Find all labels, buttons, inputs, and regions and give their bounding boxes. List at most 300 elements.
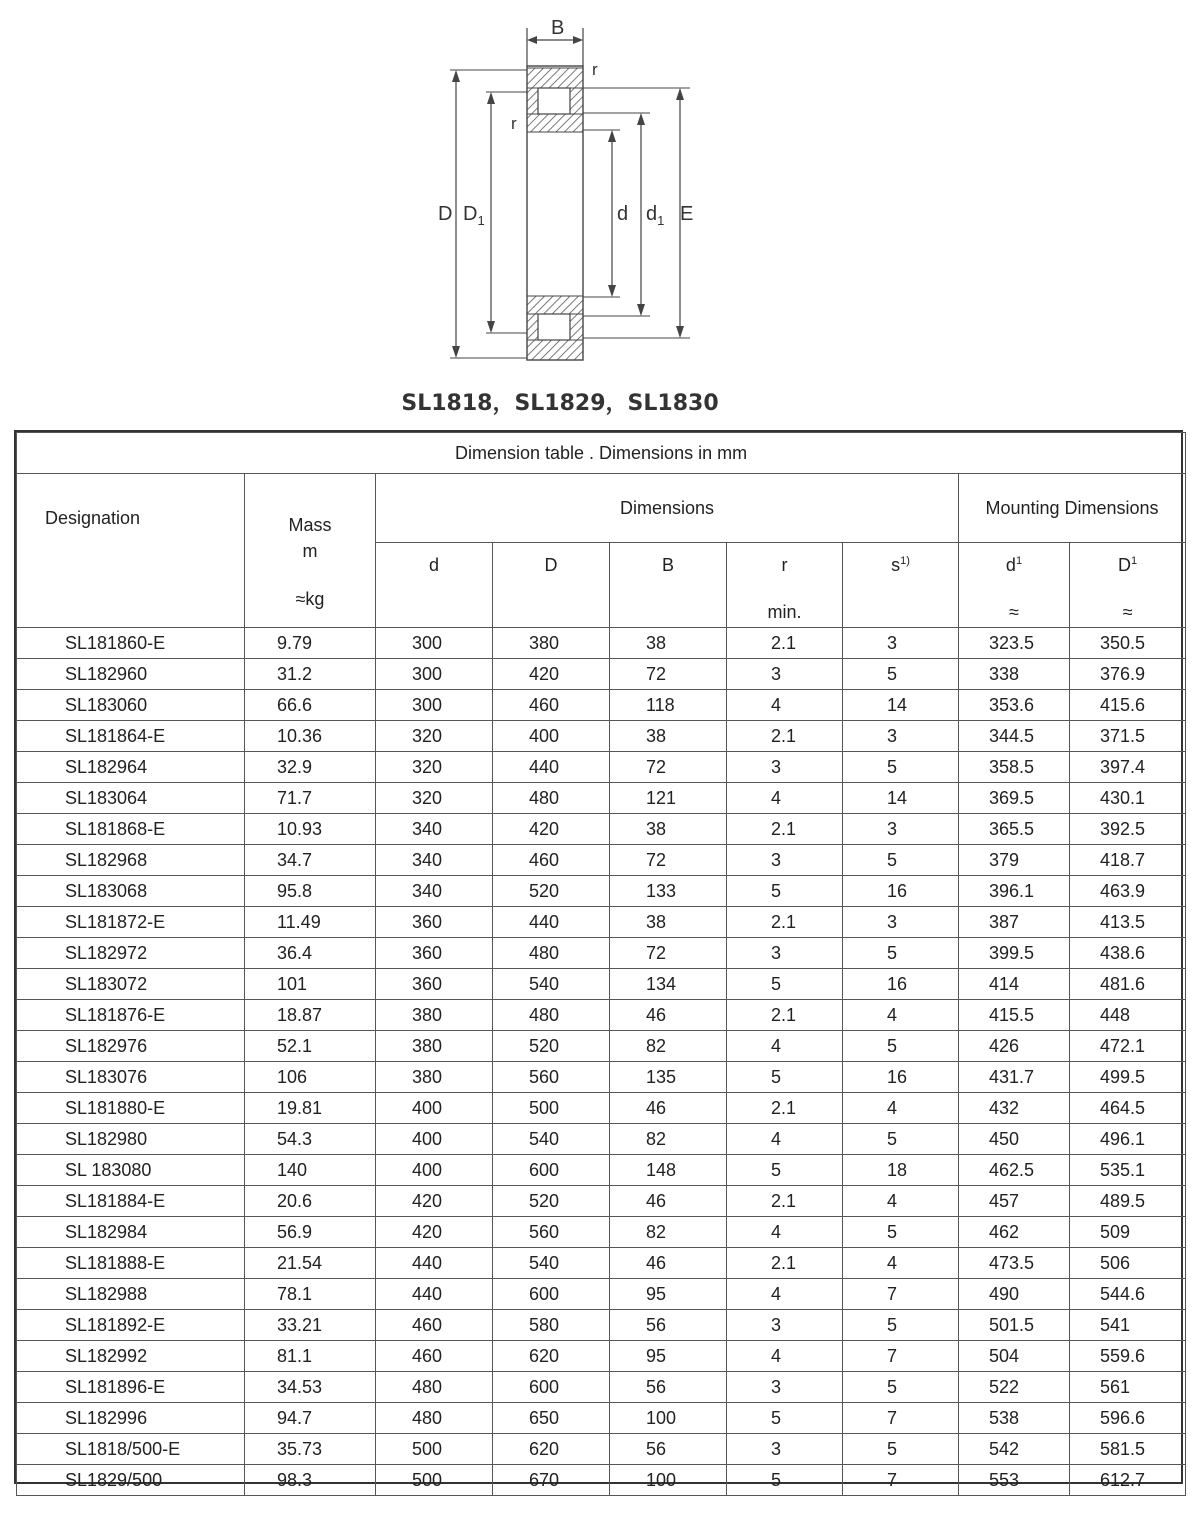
label-r-top: r — [592, 60, 598, 79]
cell-D: 600 — [493, 1155, 610, 1186]
label-B: B — [551, 17, 565, 39]
cell-D1: 581.5 — [1070, 1434, 1186, 1465]
cell-D: 520 — [493, 1031, 610, 1062]
cell-d: 380 — [376, 1031, 493, 1062]
header-mass-unit: ≈kg — [295, 589, 325, 609]
cell-D1: 397.4 — [1070, 752, 1186, 783]
cell-D: 600 — [493, 1279, 610, 1310]
cell-B: 72 — [610, 659, 727, 690]
cell-B: 95 — [610, 1279, 727, 1310]
table-row — [17, 1124, 1186, 1155]
cell-r: 4 — [727, 1341, 843, 1372]
cell-mass: 98.3 — [245, 1465, 376, 1496]
cell-designation: SL182984 — [17, 1217, 245, 1248]
cell-s: 3 — [843, 907, 959, 938]
cell-D: 540 — [493, 1124, 610, 1155]
cell-d: 340 — [376, 876, 493, 907]
table-row — [17, 1434, 1186, 1465]
table-row — [17, 969, 1186, 1000]
table-row — [17, 1248, 1186, 1279]
header-d1-label: d — [1005, 555, 1016, 575]
cell-s: 16 — [843, 1062, 959, 1093]
cell-D1: 612.7 — [1070, 1465, 1186, 1496]
cell-B: 95 — [610, 1341, 727, 1372]
cell-D1: 541 — [1070, 1310, 1186, 1341]
cell-D1: 430.1 — [1070, 783, 1186, 814]
cell-D1: 415.6 — [1070, 690, 1186, 721]
cell-B: 82 — [610, 1031, 727, 1062]
table-row — [17, 1186, 1186, 1217]
cell-B: 72 — [610, 752, 727, 783]
cell-r: 3 — [727, 845, 843, 876]
table-row — [17, 1341, 1186, 1372]
cell-d1: 358.5 — [959, 752, 1070, 783]
cell-d1: 399.5 — [959, 938, 1070, 969]
cell-designation: SL183076 — [17, 1062, 245, 1093]
table-row — [17, 1062, 1186, 1093]
cell-d1: 344.5 — [959, 721, 1070, 752]
table-row — [17, 938, 1186, 969]
table-row — [17, 628, 1186, 659]
label-d: d — [617, 203, 629, 225]
cell-B: 148 — [610, 1155, 727, 1186]
cell-D: 560 — [493, 1062, 610, 1093]
cell-r: 2.1 — [727, 1093, 843, 1124]
series-caption: SL1818，SL1829，SL1830 — [401, 391, 719, 416]
cell-r: 3 — [727, 938, 843, 969]
cell-B: 133 — [610, 876, 727, 907]
cell-r: 5 — [727, 1403, 843, 1434]
cell-d: 440 — [376, 1279, 493, 1310]
cell-designation: SL181896-E — [17, 1372, 245, 1403]
cell-B: 121 — [610, 783, 727, 814]
cell-d: 300 — [376, 690, 493, 721]
cell-D1: 596.6 — [1070, 1403, 1186, 1434]
cell-D1: 544.6 — [1070, 1279, 1186, 1310]
cell-mass: 71.7 — [245, 783, 376, 814]
cell-mass: 36.4 — [245, 938, 376, 969]
cell-r: 4 — [727, 1124, 843, 1155]
cell-d1: 338 — [959, 659, 1070, 690]
cell-mass: 18.87 — [245, 1000, 376, 1031]
cell-d1: 553 — [959, 1465, 1070, 1496]
cell-d: 460 — [376, 1310, 493, 1341]
cell-designation: SL181872-E — [17, 907, 245, 938]
cell-d1: 414 — [959, 969, 1070, 1000]
cell-d: 360 — [376, 938, 493, 969]
cell-s: 5 — [843, 1124, 959, 1155]
cell-D: 620 — [493, 1341, 610, 1372]
cell-B: 82 — [610, 1217, 727, 1248]
cell-d: 360 — [376, 907, 493, 938]
bearing-cross-section-diagram — [0, 0, 1200, 425]
cell-mass: 10.93 — [245, 814, 376, 845]
table-row — [17, 752, 1186, 783]
cell-s: 4 — [843, 1248, 959, 1279]
cell-d1: 538 — [959, 1403, 1070, 1434]
header-r-note: min. — [767, 602, 802, 622]
cell-mass: 95.8 — [245, 876, 376, 907]
cell-D: 520 — [493, 876, 610, 907]
cell-d1: 473.5 — [959, 1248, 1070, 1279]
header-s — [843, 543, 959, 628]
cell-r: 2.1 — [727, 1248, 843, 1279]
cell-B: 38 — [610, 814, 727, 845]
table-row — [17, 783, 1186, 814]
cell-mass: 19.81 — [245, 1093, 376, 1124]
cell-designation: SL182972 — [17, 938, 245, 969]
cell-D: 440 — [493, 907, 610, 938]
header-designation: Designation — [17, 474, 245, 628]
table-row — [17, 1310, 1186, 1341]
cell-d1: 431.7 — [959, 1062, 1070, 1093]
cell-mass: 34.7 — [245, 845, 376, 876]
cell-mass: 52.1 — [245, 1031, 376, 1062]
label-r-left: r — [511, 114, 517, 133]
cell-d1: 379 — [959, 845, 1070, 876]
header-D1: $D^1$ ≈ — [1070, 543, 1186, 628]
cell-B: 72 — [610, 938, 727, 969]
cell-s: 7 — [843, 1279, 959, 1310]
cell-D1: 350.5 — [1070, 628, 1186, 659]
cell-mass: 140 — [245, 1155, 376, 1186]
cell-designation: SL183072 — [17, 969, 245, 1000]
table-row — [17, 814, 1186, 845]
cell-s: 5 — [843, 752, 959, 783]
header-s-footnote: 1) — [900, 555, 910, 567]
cell-designation: SL182964 — [17, 752, 245, 783]
table-caption: Dimension table . Dimensions in mm — [17, 433, 1186, 474]
cell-s: 7 — [843, 1403, 959, 1434]
cell-mass: 10.36 — [245, 721, 376, 752]
label-d1: $d_1$ — [646, 203, 665, 228]
cell-D1: 559.6 — [1070, 1341, 1186, 1372]
cell-designation: SL182988 — [17, 1279, 245, 1310]
cell-D1: 499.5 — [1070, 1062, 1186, 1093]
cell-r: 3 — [727, 752, 843, 783]
cell-d: 300 — [376, 659, 493, 690]
header-d: d — [376, 543, 493, 628]
cell-D1: 376.9 — [1070, 659, 1186, 690]
cell-designation: SL183068 — [17, 876, 245, 907]
cell-B: 46 — [610, 1000, 727, 1031]
cell-r: 2.1 — [727, 1186, 843, 1217]
cell-mass: 21.54 — [245, 1248, 376, 1279]
header-d1: $d^1$ ≈ — [959, 543, 1070, 628]
cell-D1: 392.5 — [1070, 814, 1186, 845]
cell-d: 500 — [376, 1434, 493, 1465]
cell-d: 500 — [376, 1465, 493, 1496]
cell-d: 300 — [376, 628, 493, 659]
cell-d1: 353.6 — [959, 690, 1070, 721]
cell-D: 440 — [493, 752, 610, 783]
cell-D1: 561 — [1070, 1372, 1186, 1403]
cell-D1: 489.5 — [1070, 1186, 1186, 1217]
cell-D1: 464.5 — [1070, 1093, 1186, 1124]
header-s-label: s — [891, 555, 901, 575]
header-D1-note: ≈ — [1122, 602, 1133, 622]
cell-designation: SL181880-E — [17, 1093, 245, 1124]
table-row — [17, 690, 1186, 721]
header-D1-label: D — [1117, 555, 1131, 575]
cell-B: 82 — [610, 1124, 727, 1155]
cell-s: 5 — [843, 1031, 959, 1062]
cell-d: 380 — [376, 1062, 493, 1093]
cell-s: 4 — [843, 1186, 959, 1217]
cell-r: 3 — [727, 1310, 843, 1341]
cell-s: 4 — [843, 1000, 959, 1031]
cell-D: 620 — [493, 1434, 610, 1465]
cell-D1: 472.1 — [1070, 1031, 1186, 1062]
cell-d: 460 — [376, 1341, 493, 1372]
cell-d: 380 — [376, 1000, 493, 1031]
cell-B: 38 — [610, 907, 727, 938]
cell-mass: 31.2 — [245, 659, 376, 690]
table-row — [17, 876, 1186, 907]
cell-B: 118 — [610, 690, 727, 721]
table-row — [17, 1279, 1186, 1310]
dimension-table-frame — [14, 430, 1183, 1490]
cell-designation: SL181892-E — [17, 1310, 245, 1341]
cell-D: 420 — [493, 659, 610, 690]
cell-designation: SL183064 — [17, 783, 245, 814]
cell-r: 5 — [727, 969, 843, 1000]
cell-d1: 369.5 — [959, 783, 1070, 814]
table-row — [17, 1217, 1186, 1248]
label-D1: $D_1$ — [463, 203, 485, 228]
cell-D1: 496.1 — [1070, 1124, 1186, 1155]
cell-r: 4 — [727, 690, 843, 721]
cell-s: 5 — [843, 938, 959, 969]
cell-designation: SL181864-E — [17, 721, 245, 752]
cell-s: 5 — [843, 659, 959, 690]
cell-D1: 509 — [1070, 1217, 1186, 1248]
cell-d: 480 — [376, 1403, 493, 1434]
cell-d1: 501.5 — [959, 1310, 1070, 1341]
cell-d1: 490 — [959, 1279, 1070, 1310]
cell-r: 2.1 — [727, 721, 843, 752]
cell-B: 135 — [610, 1062, 727, 1093]
cell-designation: SL1818/500-E — [17, 1434, 245, 1465]
cell-B: 56 — [610, 1310, 727, 1341]
cell-D: 460 — [493, 845, 610, 876]
cell-D1: 535.1 — [1070, 1155, 1186, 1186]
table-row — [17, 1155, 1186, 1186]
cell-r: 4 — [727, 1217, 843, 1248]
cell-s: 14 — [843, 690, 959, 721]
cell-r: 5 — [727, 876, 843, 907]
cell-designation: SL181860-E — [17, 628, 245, 659]
table-row — [17, 1093, 1186, 1124]
cell-designation: SL181888-E — [17, 1248, 245, 1279]
cell-D: 540 — [493, 1248, 610, 1279]
cell-r: 4 — [727, 1279, 843, 1310]
cell-mass: 94.7 — [245, 1403, 376, 1434]
cell-s: 5 — [843, 1434, 959, 1465]
cell-D: 500 — [493, 1093, 610, 1124]
table-row — [17, 907, 1186, 938]
header-mass-symbol: m — [302, 541, 318, 561]
cell-D1: 448 — [1070, 1000, 1186, 1031]
cell-D1: 463.9 — [1070, 876, 1186, 907]
cell-d1: 542 — [959, 1434, 1070, 1465]
cell-d: 440 — [376, 1248, 493, 1279]
header-mass-label: Mass — [288, 515, 332, 535]
cell-designation: SL182980 — [17, 1124, 245, 1155]
cell-s: 3 — [843, 721, 959, 752]
cell-designation: SL182996 — [17, 1403, 245, 1434]
label-E: E — [680, 203, 694, 225]
cell-designation: SL182992 — [17, 1341, 245, 1372]
label-D: D — [438, 203, 453, 225]
table-row — [17, 1000, 1186, 1031]
cell-B: 72 — [610, 845, 727, 876]
cell-d: 340 — [376, 845, 493, 876]
cell-designation: SL181876-E — [17, 1000, 245, 1031]
cell-r: 2.1 — [727, 814, 843, 845]
cell-D1: 371.5 — [1070, 721, 1186, 752]
cell-r: 2.1 — [727, 628, 843, 659]
cell-r: 3 — [727, 1434, 843, 1465]
cell-d1: 323.5 — [959, 628, 1070, 659]
header-dimensions: Dimensions — [376, 474, 959, 543]
cell-r: 2.1 — [727, 1000, 843, 1031]
header-mounting-dimensions: Mounting Dimensions — [959, 474, 1186, 543]
cell-d1: 462 — [959, 1217, 1070, 1248]
cell-B: 56 — [610, 1434, 727, 1465]
cell-B: 46 — [610, 1248, 727, 1279]
cell-D1: 438.6 — [1070, 938, 1186, 969]
cell-mass: 35.73 — [245, 1434, 376, 1465]
cell-D: 670 — [493, 1465, 610, 1496]
cell-D1: 481.6 — [1070, 969, 1186, 1000]
cell-mass: 34.53 — [245, 1372, 376, 1403]
cell-designation: SL181868-E — [17, 814, 245, 845]
cell-D1: 413.5 — [1070, 907, 1186, 938]
cell-d: 400 — [376, 1155, 493, 1186]
table-body — [17, 628, 1186, 1496]
table-row — [17, 1465, 1186, 1496]
cell-d: 480 — [376, 1372, 493, 1403]
cell-D: 540 — [493, 969, 610, 1000]
cell-mass: 20.6 — [245, 1186, 376, 1217]
table-row — [17, 1403, 1186, 1434]
cell-d1: 396.1 — [959, 876, 1070, 907]
cell-D1: 418.7 — [1070, 845, 1186, 876]
cell-D: 580 — [493, 1310, 610, 1341]
cell-s: 14 — [843, 783, 959, 814]
cell-r: 4 — [727, 783, 843, 814]
header-d1-note: ≈ — [1009, 602, 1019, 622]
cell-s: 7 — [843, 1465, 959, 1496]
cell-d1: 387 — [959, 907, 1070, 938]
cell-r: 4 — [727, 1031, 843, 1062]
cell-s: 7 — [843, 1341, 959, 1372]
header-B: B — [610, 543, 727, 628]
cell-d1: 462.5 — [959, 1155, 1070, 1186]
cell-s: 3 — [843, 628, 959, 659]
header-r-label: r — [781, 555, 788, 575]
table-row — [17, 659, 1186, 690]
cell-r: 5 — [727, 1155, 843, 1186]
cell-s: 16 — [843, 876, 959, 907]
cell-D1: 506 — [1070, 1248, 1186, 1279]
cell-D: 650 — [493, 1403, 610, 1434]
table-row — [17, 1372, 1186, 1403]
bearing-drawing — [0, 0, 1200, 425]
table-row — [17, 721, 1186, 752]
cell-d: 400 — [376, 1124, 493, 1155]
cell-D: 420 — [493, 814, 610, 845]
cell-mass: 101 — [245, 969, 376, 1000]
cell-B: 46 — [610, 1093, 727, 1124]
cell-d: 420 — [376, 1217, 493, 1248]
cell-D: 460 — [493, 690, 610, 721]
cell-s: 18 — [843, 1155, 959, 1186]
cell-mass: 33.21 — [245, 1310, 376, 1341]
cell-d: 320 — [376, 752, 493, 783]
cell-d: 360 — [376, 969, 493, 1000]
cell-D: 380 — [493, 628, 610, 659]
cell-D: 520 — [493, 1186, 610, 1217]
cell-designation: SL1829/500 — [17, 1465, 245, 1496]
cell-B: 38 — [610, 628, 727, 659]
cell-D: 480 — [493, 938, 610, 969]
cell-d1: 450 — [959, 1124, 1070, 1155]
cell-d1: 365.5 — [959, 814, 1070, 845]
cell-mass: 78.1 — [245, 1279, 376, 1310]
cell-designation: SL181884-E — [17, 1186, 245, 1217]
cell-s: 5 — [843, 1372, 959, 1403]
cell-designation: SL182968 — [17, 845, 245, 876]
cell-B: 134 — [610, 969, 727, 1000]
cell-B: 100 — [610, 1465, 727, 1496]
cell-mass: 32.9 — [245, 752, 376, 783]
header-D: D — [493, 543, 610, 628]
cell-designation: SL183060 — [17, 690, 245, 721]
cell-r: 5 — [727, 1465, 843, 1496]
cell-mass: 11.49 — [245, 907, 376, 938]
cell-designation: SL 183080 — [17, 1155, 245, 1186]
cell-B: 56 — [610, 1372, 727, 1403]
cell-d: 400 — [376, 1093, 493, 1124]
cell-designation: SL182976 — [17, 1031, 245, 1062]
cell-B: 38 — [610, 721, 727, 752]
cell-d: 320 — [376, 721, 493, 752]
cell-s: 16 — [843, 969, 959, 1000]
cell-s: 5 — [843, 845, 959, 876]
table-row — [17, 845, 1186, 876]
cell-s: 5 — [843, 1217, 959, 1248]
cell-designation: SL182960 — [17, 659, 245, 690]
cell-D: 400 — [493, 721, 610, 752]
cell-B: 46 — [610, 1186, 727, 1217]
cell-B: 100 — [610, 1403, 727, 1434]
cell-d: 320 — [376, 783, 493, 814]
cell-d1: 415.5 — [959, 1000, 1070, 1031]
cell-mass: 106 — [245, 1062, 376, 1093]
table-row — [17, 1031, 1186, 1062]
cell-r: 3 — [727, 1372, 843, 1403]
header-mass — [245, 474, 376, 628]
cell-d1: 504 — [959, 1341, 1070, 1372]
cell-r: 3 — [727, 659, 843, 690]
cell-s: 5 — [843, 1310, 959, 1341]
cell-d1: 522 — [959, 1372, 1070, 1403]
cell-s: 4 — [843, 1093, 959, 1124]
cell-s: 3 — [843, 814, 959, 845]
dimension-table — [16, 432, 1186, 1496]
